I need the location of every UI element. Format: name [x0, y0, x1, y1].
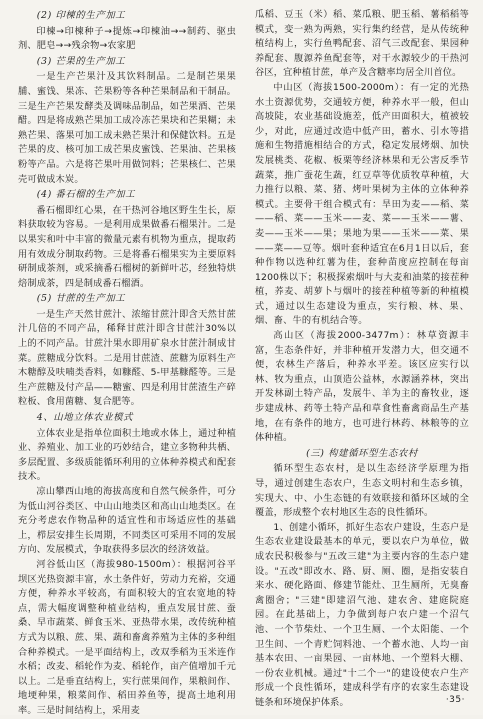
paragraph-mountain-agriculture-2: 凉山攀西山地的海拔高度和自然气候条件，可分为低山河谷类区、中山山地类区和高山山地类区。在充分考虑农作物品种的适宜性和市场适应性的基础上，栉层安排生长周期，不同类区可采用不同的发展方向、发展模式，争取获得多层次的经济效益。 [18, 486, 236, 556]
section-heading-circular-village: (三) 构建循环型生态农村 [306, 447, 418, 459]
paragraph-circular-village: 循环型生态农村，是以生态经济学原理为指导，通过创建生态农户，生态文明村和生态乡镇，实现大、中、小生态链的有效联接和循环区域的全覆盖，形成整个农村地区生态的良性循环。 [255, 463, 469, 519]
section-heading-neem-processing: (2) 印楝的生产加工 [36, 10, 126, 21]
section-heading-mountain-agriculture: 4、山地立体农业模式 [36, 412, 134, 424]
section-heading-sugarcane-processing: (5) 甘蔗的生产加工 [36, 293, 126, 305]
paragraph-mid-mountain: 中山区（海拔1500-2000m）：有一定的光热水土资源优势，交通较方便，种养水平一般，但山高坡陡，农业基础设施差，低产田面积大，植被较少，对此，应通过改造中低产田，蓄水、引水等措施和生物措施相结合的方式，稳定发展烤烟、加快发展桃类、花椒、板栗等经济林果和无公害反季节蔬菜，推广蚕花生蔬，红豆草等优质牧草种植，大力推行以粮、菜、猪、烤叶果树为主体的立体种养模式。主要骨干组合模式有：旱田为麦——稻、菜——稻、菜——玉米——麦、菜——玉米——薯、麦——玉米——果；果地为果——玉米——菜、果——菜——豆等。烟叶套种适宜在6月1日以后，套种作物以选种红薯为佳，套种苗度应控制在每亩1200株以下；积极探索烟叶与大麦和油菜的接茬种植，荞麦、胡萝卜与烟叶的接茬种植等新的种植模式，通过以生态建设为重点，实行粮、林、果、烟、畜、牛的有机结合等。 [255, 81, 469, 327]
paragraph-mountain-agriculture-3: 河谷低山区（海拔980-1500m）：根据河谷平坝区光热资源丰富，水土条件好，劳动力充裕，交通方便，种养水平较高，有面积较大的宜农宽地的特点，需大幅度调整种植业结构，重点发展甘蔗、蚕桑、早市蔬菜、鲜食玉米、亚热带水果，改传统种植方式为以粮、蔗、果、蔬和畜禽养殖为主体的多种组合种养模式。一是平面结构上，改双季稻为玉米连作水稻；改麦、稻轮作为麦、稻轮作，亩产值增加千元以上。二是垂直结构上，实行蔗果间作，果粮间作、地埂种果，粮菜间作、稻田养鱼等，提高土地利用率。三是时间结构上，采用麦 [18, 558, 236, 716]
paragraph-high-mountain: 高山区（海拔2000-3477m）：林草资源丰富，生态条件好，并非种植开发潜力大，但交通不便，农林生产落后，种养水平差。该区应实行以林、牧为重点，山顶造公益林，水源涵养林，突出开发林副土特产品，发展牛、羊为主的畜牧业，逐步建成林、药等土特产品和草食性畜禽商品生产基地，在有条件的地方，也可进行林药、林粮等的立体种植。 [255, 330, 469, 444]
left-column [18, 8, 236, 719]
paragraph-mango-processing: 一是生产芒果汁及其饮料制品。二是制芒果果脯、蜜饯、果冻、芒果粉等各种芒果制品和干制品。三是生产芒果发酵类及调味品制品，如芒果酒、芒果醋。四是将成熟芒果加工成冷冻芒果块和芒果糊；未熟芒果、落果可加工成未熟芒果汁和保健饮料。五是芒果的皮、核可加工成芒果皮蜜饯、芒果油、芒果核粉等产品。六是将芒果叶用做饲料；芒果核仁、芒果壳可做成木炭。 [18, 71, 236, 185]
section-heading-mango-processing: (3) 芒果的生产加工 [36, 55, 126, 67]
paragraph-eco-household: 1、创建小循环，抓好生态农户建设，生态户是生态农业建设最基本的单元，要以农户为单位，做成农民积极参与"五改三建"为主要内容的生态户建设。"五改"即改水、路、厨、厕、圈，是指安装自来水、硬化路面、修建节能灶、卫生厕所，无臭畜禽圈舍；"三建"即建沼气池、建农舍、建庭院庭园。在此基础上，力争做到每户农户建一个沼气池、一个节柴灶、一个卫生厕、一个太阳能、一个卫生间、一个青贮饲料池、一个蓄水池、人均一亩基本农田、一亩果园、一亩林地、一个塑料大棚、一份农业机械。通过"十二个一"的建设使农户生产形成一个良性循环，建成科学有序的农家生态建设链条和环境保护体系。 [255, 521, 469, 708]
paragraph-neem-processing: 印楝→印楝种子→提炼→印楝油→→制药、驱虫剂、肥皂→→残余物→农家肥 [18, 25, 236, 52]
paragraph-continued: 瓜稻、豆玉（米）稻、菜瓜粮、肥玉稻、薯稻稻等模式，变一熟为两熟，实行集约经营，是从传统种植结构上，实行鱼鸭配套、沼气三改配套、果园种养配套、腹源养鱼配套等，对干水源较少的干热河谷区，宜种植甘蔗，单产及含糖率均居全川首位。 [255, 9, 469, 79]
paragraph-mountain-agriculture-1: 立体农业是指单位面积土地或水体上，通过种植业、养殖业、加工业的巧妙结合，建立多物种共栖、多层配置、多级质能循环利用的立体种养模式和配套技术。 [18, 427, 236, 483]
paragraph-guava-processing: 番石榴即红心果，在干热河谷地区野生生长，原料获取较为容易。一是利用成果做番石榴果汁。二是以果实和叶中丰富的微量元素有机物为重点，提取药用有效成分制取药物。三是将番石榴果实为主要原料研制成茶剂，或采摘番石榴树的新鲜叶芯，经独特烘焙制成茶，四是制成番石榴酒。 [18, 204, 236, 289]
paragraph-sugarcane-processing: 一是生产天然甘蔗汁、浓缩甘蔗汁即含天然甘蔗汁几倍的不同产品，稀释甘蔗汁即含甘蔗汁30%以上的不同产品。甘蔗汁果水即用矿泉水甘蔗汁制成甘菜。蔗糖成分饮料。二是用甘蔗渣、蔗糖为原料生产木糖醇及呋喃类香料，如糠醛、5-甲基糠醛等。三是生产蔗糖及付产品——糖蜜、四是利用甘蔗渣生产碎粒板、食用菌糖、复合肥等。 [18, 308, 236, 408]
page-number: ·35· [445, 695, 465, 705]
section-heading-guava-processing: (4) 番石榴的生产加工 [36, 189, 136, 201]
right-column [255, 8, 469, 711]
